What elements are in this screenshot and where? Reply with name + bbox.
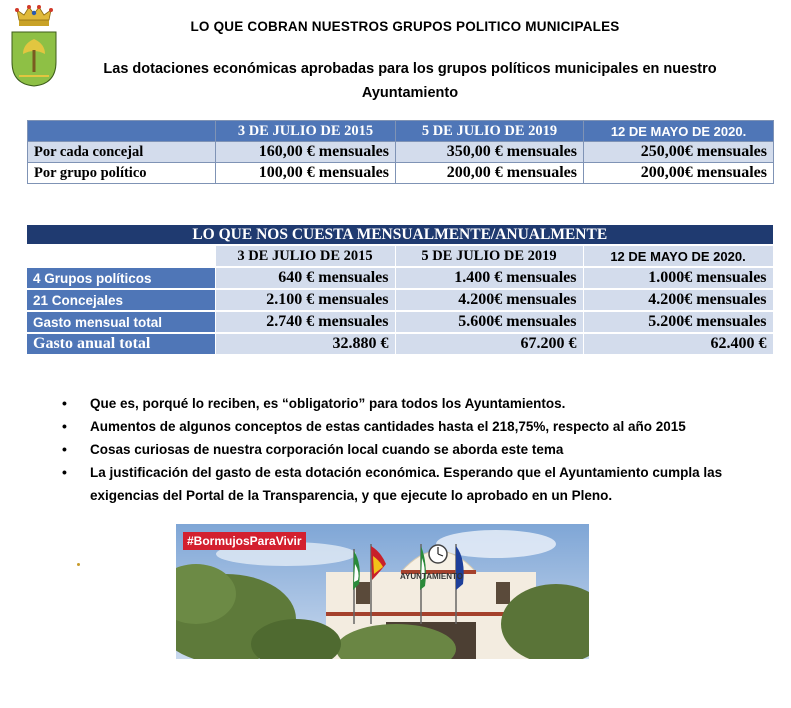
header-cell: 12 DE MAYO DE 2020. [584,121,774,142]
header-cell: 12 DE MAYO DE 2020. [583,245,773,267]
building-sign: AYUNTAMIENTO [400,572,463,581]
table-row [28,163,774,184]
row-value: 1.400 € mensuales [395,267,583,289]
list-item: • Cosas curiosas de nuestra corporación local cuando se aborda este tema [90,438,790,461]
header-cell [28,121,216,142]
header-cell: 3 DE JULIO DE 2015 [216,121,396,142]
header-cell: 5 DE JULIO DE 2019 [396,121,584,142]
row-label: 21 Concejales [27,289,215,311]
page-title: LO QUE COBRAN NUESTROS GRUPOS POLITICO MUNICIPALES [190,19,620,34]
topics-list [60,392,790,507]
town-hall-photo [176,524,589,659]
cost-table-title-row [27,225,773,245]
row-value: 160,00 € mensuales [216,142,396,163]
row-label: 4 Grupos políticos [27,267,215,289]
subtitle-line-1: Las dotaciones económicas aprobadas para los grupos políticos municipales en nuestro [103,61,717,77]
cost-table [27,225,774,356]
row-value: 2.740 € mensuales [215,311,395,333]
decorative-dot [77,563,80,566]
row-value: 32.880 € [215,333,395,355]
row-value: 100,00 € mensuales [216,163,396,184]
row-value: 250,00€ mensuales [584,142,774,163]
row-value: 2.100 € mensuales [215,289,395,311]
row-value: 200,00€ mensuales [584,163,774,184]
table-row [27,289,773,311]
row-value: 5.600€ mensuales [395,311,583,333]
row-value: 5.200€ mensuales [583,311,773,333]
subtitle-line-2: Ayuntamiento [361,85,459,101]
row-label: Por cada concejal [28,142,216,163]
municipal-crest-icon [9,4,59,88]
row-value: 200,00 € mensuales [396,163,584,184]
row-value: 350,00 € mensuales [396,142,584,163]
cost-table-title: LO QUE NOS CUESTA MENSUALMENTE/ANUALMENTE [27,225,773,245]
list-item: • Aumentos de algunos conceptos de estas cantidades hasta el 218,75%, respecto al año 2015 [90,415,790,438]
row-label: Gasto anual total [27,333,215,355]
row-value: 4.200€ mensuales [583,289,773,311]
row-value: 62.400 € [583,333,773,355]
table-row-annual-total [27,333,773,355]
row-value: 67.200 € [395,333,583,355]
allowance-table [27,120,774,184]
header-cell: 5 DE JULIO DE 2019 [395,245,583,267]
row-label: Por grupo político [28,163,216,184]
row-value: 4.200€ mensuales [395,289,583,311]
list-item: • La justificación del gasto de esta dotación económica. Esperando que el Ayuntamiento cumpla las exigencias del Portal de la Transparencia, y que ejecute lo aprobado en un Pleno. [90,461,790,507]
row-label: Gasto mensual total [27,311,215,333]
cost-table-header [27,245,773,267]
page-subtitle [60,57,760,105]
table-row [28,142,774,163]
header-cell: 3 DE JULIO DE 2015 [215,245,395,267]
table-row [27,267,773,289]
list-item: • Que es, porqué lo reciben, es “obligatorio” para todos los Ayuntamientos. [90,392,790,415]
table-row [27,311,773,333]
allowance-table-header [28,121,774,142]
row-value: 640 € mensuales [215,267,395,289]
header-cell [27,245,215,267]
hashtag-label: #BormujosParaVivir [183,532,306,550]
row-value: 1.000€ mensuales [583,267,773,289]
